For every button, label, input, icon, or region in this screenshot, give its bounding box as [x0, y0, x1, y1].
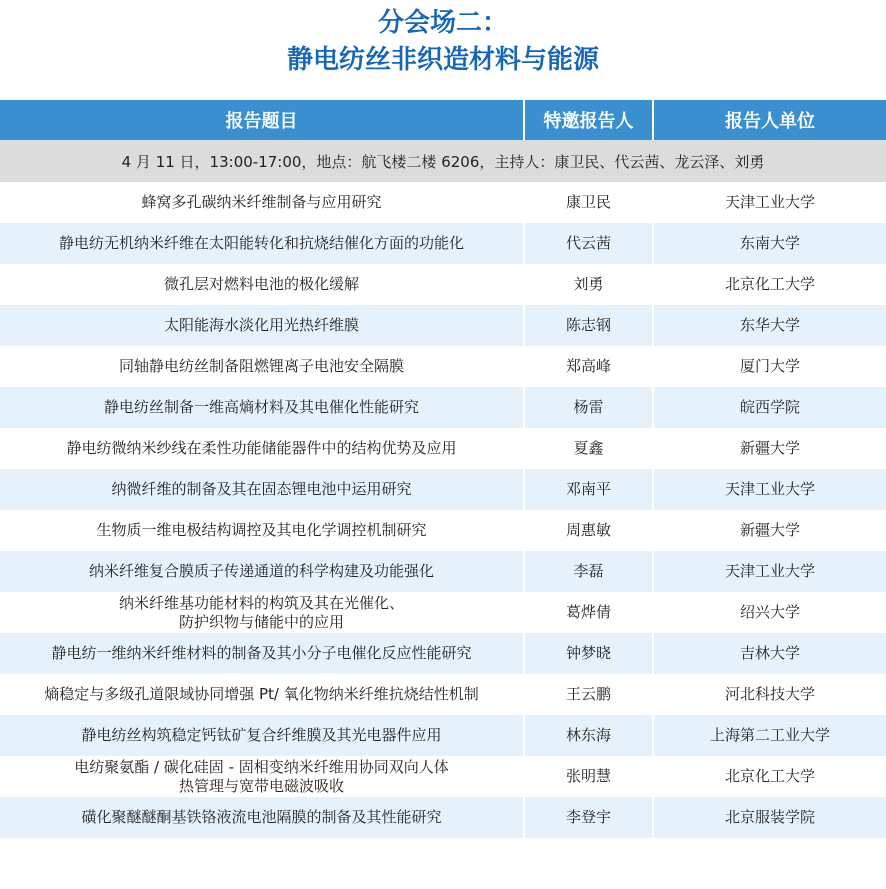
talk-organization: 上海第二工业大学 — [653, 715, 886, 756]
talk-topic: 同轴静电纺丝制备阻燃锂离子电池安全隔膜 — [0, 346, 524, 387]
table-row — [0, 305, 886, 346]
session-row — [0, 140, 886, 182]
talk-topic: 蜂窝多孔碳纳米纤维制备与应用研究 — [0, 182, 524, 223]
talk-organization: 东华大学 — [653, 305, 886, 346]
talk-organization: 新疆大学 — [653, 510, 886, 551]
table-row — [0, 182, 886, 223]
table-row — [0, 756, 886, 797]
talk-speaker: 钟梦晓 — [524, 633, 653, 674]
talk-topic: 静电纺丝制备一维高熵材料及其电催化性能研究 — [0, 387, 524, 428]
talk-topic: 纳米纤维基功能材料的构筑及其在光催化、 防护织物与储能中的应用 — [0, 592, 524, 633]
table-row — [0, 387, 886, 428]
page-title-line1: 分会场二： — [377, 8, 508, 38]
header-topic: 报告题目 — [0, 100, 524, 140]
talk-speaker: 林东海 — [524, 715, 653, 756]
talk-speaker: 郑高峰 — [524, 346, 653, 387]
talk-topic: 纳米纤维复合膜质子传递通道的科学构建及功能强化 — [0, 551, 524, 592]
talk-organization: 天津工业大学 — [653, 469, 886, 510]
talk-topic: 静电纺微纳米纱线在柔性功能储能器件中的结构优势及应用 — [0, 428, 524, 469]
talk-organization: 天津工业大学 — [653, 182, 886, 223]
talk-speaker: 陈志钢 — [524, 305, 653, 346]
talk-speaker: 葛烨倩 — [524, 592, 653, 633]
table-row — [0, 674, 886, 715]
talk-organization: 皖西学院 — [653, 387, 886, 428]
talk-speaker: 代云茜 — [524, 223, 653, 264]
talk-organization: 河北科技大学 — [653, 674, 886, 715]
table-row — [0, 715, 886, 756]
talk-topic: 太阳能海水淡化用光热纤维膜 — [0, 305, 524, 346]
talk-organization: 厦门大学 — [653, 346, 886, 387]
talk-topic: 磺化聚醚醚酮基铁铬液流电池隔膜的制备及其性能研究 — [0, 797, 524, 838]
header-organization: 报告人单位 — [653, 100, 886, 140]
talk-topic: 纳微纤维的制备及其在固态锂电池中运用研究 — [0, 469, 524, 510]
header-speaker: 特邀报告人 — [524, 100, 653, 140]
talk-topic: 静电纺一维纳米纤维材料的制备及其小分子电催化反应性能研究 — [0, 633, 524, 674]
session-info: 4 月 11 日，13:00-17:00，地点：航飞楼二楼 6206，主持人：康卫民、代云茜、龙云泽、刘勇 — [0, 140, 886, 182]
page-title-line2: 静电纺丝非织造材料与能源 — [286, 45, 599, 75]
schedule-table — [0, 100, 886, 838]
talk-topic: 电纺聚氨酯 / 碳化硅固 - 固相变纳米纤维用协同双向人体 热管理与宽带电磁波吸收 — [0, 756, 524, 797]
talk-organization: 北京服装学院 — [653, 797, 886, 838]
talk-organization: 吉林大学 — [653, 633, 886, 674]
talk-speaker: 夏鑫 — [524, 428, 653, 469]
talk-organization: 绍兴大学 — [653, 592, 886, 633]
table-row — [0, 510, 886, 551]
talk-speaker: 邓南平 — [524, 469, 653, 510]
header-row — [0, 100, 886, 140]
table-row — [0, 428, 886, 469]
talk-speaker: 刘勇 — [524, 264, 653, 305]
talk-topic: 静电纺丝构筑稳定钙钛矿复合纤维膜及其光电器件应用 — [0, 715, 524, 756]
title-block — [0, 0, 886, 100]
talk-rows — [0, 182, 886, 838]
table-row — [0, 797, 886, 838]
table-row — [0, 469, 886, 510]
talk-organization: 天津工业大学 — [653, 551, 886, 592]
table-row — [0, 346, 886, 387]
table-row — [0, 551, 886, 592]
talk-organization: 北京化工大学 — [653, 756, 886, 797]
talk-organization: 东南大学 — [653, 223, 886, 264]
table-row — [0, 633, 886, 674]
talk-speaker: 周惠敏 — [524, 510, 653, 551]
talk-speaker: 王云鹏 — [524, 674, 653, 715]
table-row — [0, 264, 886, 305]
talk-organization: 新疆大学 — [653, 428, 886, 469]
talk-topic: 生物质一维电极结构调控及其电化学调控机制研究 — [0, 510, 524, 551]
talk-topic: 微孔层对燃料电池的极化缓解 — [0, 264, 524, 305]
talk-speaker: 杨雷 — [524, 387, 653, 428]
table-row — [0, 592, 886, 633]
talk-speaker: 康卫民 — [524, 182, 653, 223]
talk-organization: 北京化工大学 — [653, 264, 886, 305]
talk-topic: 静电纺无机纳米纤维在太阳能转化和抗烧结催化方面的功能化 — [0, 223, 524, 264]
talk-speaker: 李磊 — [524, 551, 653, 592]
talk-speaker: 张明慧 — [524, 756, 653, 797]
table-row — [0, 223, 886, 264]
talk-speaker: 李登宇 — [524, 797, 653, 838]
talk-topic: 熵稳定与多级孔道限域协同增强 Pt/ 氧化物纳米纤维抗烧结性机制 — [0, 674, 524, 715]
